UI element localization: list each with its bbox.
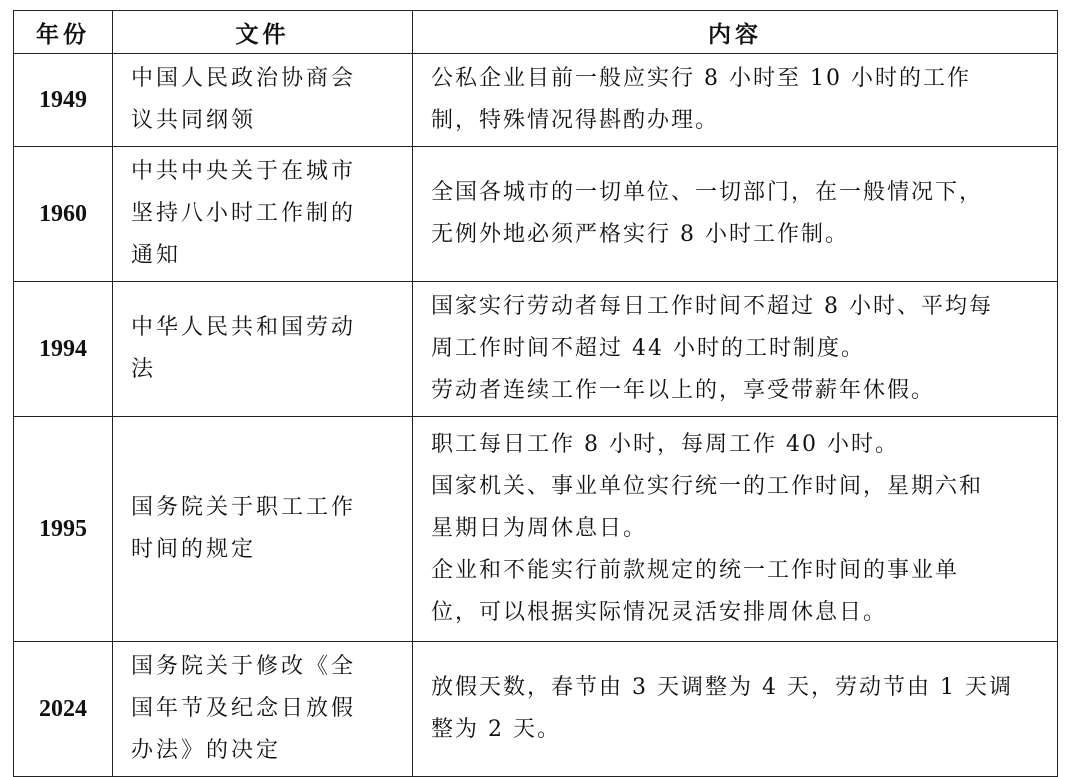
row-content — [413, 54, 1058, 147]
row-content — [413, 147, 1058, 282]
row-document: 国务院关于职工工作 时间的规定 — [113, 417, 413, 642]
row-content — [413, 417, 1058, 642]
row-document: 中共中央关于在城市 坚持八小时工作制的 通知 — [113, 147, 413, 282]
table-row — [14, 54, 1058, 147]
table-row — [14, 147, 1058, 282]
row-document: 中华人民共和国劳动 法 — [113, 282, 413, 417]
table-row — [14, 282, 1058, 417]
row-year: 1995 — [14, 417, 113, 642]
row-year: 2024 — [14, 642, 113, 777]
content-line: 企业和不能实行前款规定的统一工作时间的事业单 位，可以根据实际情况灵活安排周休息日。 — [431, 558, 960, 625]
content-line: 公私企业目前一般应实行 8 小时至 10 小时的工作 制，特殊情况得斟酌办理。 — [431, 66, 971, 133]
table-header-row — [14, 11, 1058, 54]
content-line: 职工每日工作 8 小时，每周工作 40 小时。 — [431, 432, 899, 457]
content-line: 国家实行劳动者每日工作时间不超过 8 小时、平均每 周工作时间不超过 44 小时的工时制度。 — [431, 294, 993, 361]
row-year: 1949 — [14, 54, 113, 147]
row-content — [413, 642, 1058, 777]
row-document: 中国人民政治协商会 议共同纲领 — [113, 54, 413, 147]
row-document: 国务院关于修改《全 国年节及纪念日放假 办法》的决定 — [113, 642, 413, 777]
table-row — [14, 417, 1058, 642]
content-line: 劳动者连续工作一年以上的，享受带薪年休假。 — [431, 378, 936, 403]
document-page — [13, 10, 1057, 777]
row-content — [413, 282, 1058, 417]
row-year: 1994 — [14, 282, 113, 417]
header-content: 内容 — [413, 11, 1058, 54]
table-row — [14, 642, 1058, 777]
header-year: 年份 — [14, 11, 113, 54]
content-line: 国家机关、事业单位实行统一的工作时间，星期六和 星期日为周休息日。 — [431, 474, 984, 541]
labor-hours-table — [13, 10, 1058, 777]
content-line: 放假天数，春节由 3 天调整为 4 天，劳动节由 1 天调 整为 2 天。 — [431, 675, 1013, 742]
content-line: 全国各城市的一切单位、一切部门，在一般情况下， 无例外地必须严格实行 8 小时工作制。 — [431, 180, 984, 247]
row-year: 1960 — [14, 147, 113, 282]
header-document: 文件 — [113, 11, 413, 54]
